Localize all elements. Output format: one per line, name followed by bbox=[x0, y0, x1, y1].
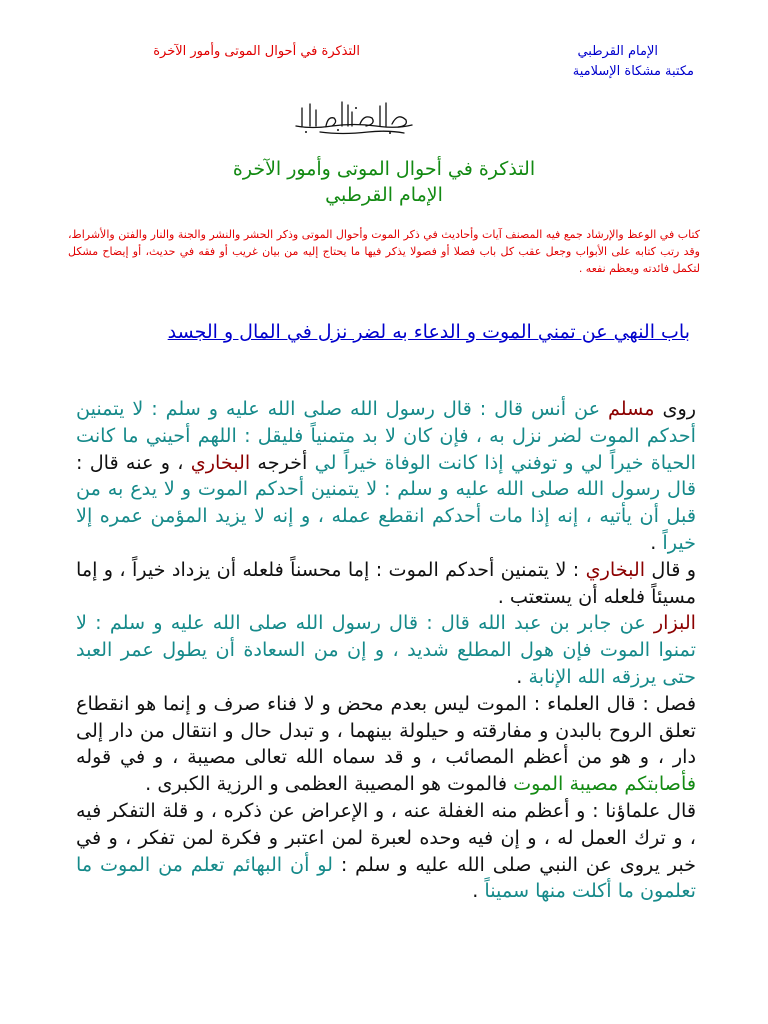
header-author: الإمام القرطبي bbox=[577, 44, 658, 59]
text-span: . bbox=[516, 664, 529, 688]
header-library: مكتبة مشكاة الإسلامية bbox=[572, 64, 694, 79]
source-name: البزار bbox=[653, 611, 696, 635]
text-span: أخرجه bbox=[250, 450, 315, 474]
chapter-body bbox=[76, 396, 696, 905]
hadith-text: عن أنس قال : قال رسول الله صلى الله عليه و سلم : لا يتمنين أحدكم الموت لضر نزل به ، فإن كان لا بد متمنياً فليقل : اللهم أحيني ما كانت الحياة خيراً لي و توفني إذا كانت الوفاة خيراً لي bbox=[76, 397, 696, 474]
basmala-calligraphy bbox=[292, 96, 416, 136]
book-author-line: الإمام القرطبي bbox=[325, 184, 443, 206]
hadith-text: قال رسول الله صلى الله عليه و سلم : لا يتمنين أحدكم الموت و لا يدع به من قبل أن يأتيه ، إنه إذا مات أحدكم انقطع عمله ، و إنه لا يزيد المؤمن عمره إلا خيراً bbox=[76, 477, 696, 554]
chapter-heading-link[interactable]: باب النهي عن تمني الموت و الدعاء به لضر نزل في المال و الجسد bbox=[167, 321, 690, 343]
text-span: روى bbox=[654, 397, 697, 420]
text-span: قال علماؤنا : و أعظم منه الغفلة عنه ، و الإعراض عن ذكره ، و قلة التفكر فيه ، و ترك العمل له ، و إن فيه وحده لعبرة لمن اعتبر و فكرة لمن تفكر ، و في خبر يروى عن النبي صلى الله عليه و سلم : bbox=[76, 798, 697, 876]
text-span: : لا يتمنين أحدكم الموت : إما محسناً فلعله أن يزداد خيراً ، و إما مسيئاً فلعله أن يستعتب . bbox=[76, 557, 696, 608]
header-book-title: التذكرة في أحوال الموتى وأمور الآخرة bbox=[153, 44, 360, 59]
book-description: كتاب في الوعظ والإرشاد جمع فيه المصنف آيات وأحاديث في ذكر الموت وأحوال الموتى وذكر الحشر والنشر والجنة والنار والفتن والأشراط، وقد رتب كتابه على الأبواب وجعل عقب كل باب فصلا أو فصولا يذكر فيها ما يحتاج إليه من بيان غريب أو فقه في حديث، أو إيضاح مشكل لتكمل فائدته ويعظم نفعه . bbox=[67, 228, 700, 275]
text-span: و قال bbox=[645, 557, 696, 581]
text-span: ، و عنه قال : bbox=[76, 450, 191, 474]
book-title-line: التذكرة في أحوال الموتى وأمور الآخرة bbox=[232, 158, 536, 180]
quran-verse: فأصابتكم مصيبة الموت bbox=[513, 772, 696, 796]
text-span: . bbox=[650, 530, 663, 554]
text-span: فالموت هو المصيبة العظمى و الرزية الكبرى . bbox=[145, 772, 514, 796]
source-name: البخاري bbox=[190, 450, 251, 474]
source-name: البخاري bbox=[585, 557, 646, 581]
text-span: فصل : قال العلماء : الموت ليس بعدم محض و لا فناء صرف و إنما هو انقطاع تعلق الروح بالبدن و مفارقته و حيلولة بينهما ، و تبدل حال و انتقال من دار إلى دار ، و هو من أعظم المصائب ، و قد سماه الله تعالى مصيبة ، و في قوله bbox=[76, 691, 696, 769]
source-name: مسلم bbox=[608, 397, 655, 420]
book-title bbox=[60, 156, 708, 208]
hadith-text: عن جابر بن عبد الله قال : قال رسول الله صلى الله عليه و سلم : لا تمنوا الموت فإن هول المطلع شديد ، و إن من السعادة أن يطول عمر العبد حتى يرزقه الله الإنابة bbox=[76, 611, 696, 688]
text-span: . bbox=[472, 879, 485, 903]
hadith-text: لو أن البهائم تعلم من الموت ما تعلمون ما أكلت منها سميناً bbox=[76, 852, 696, 903]
